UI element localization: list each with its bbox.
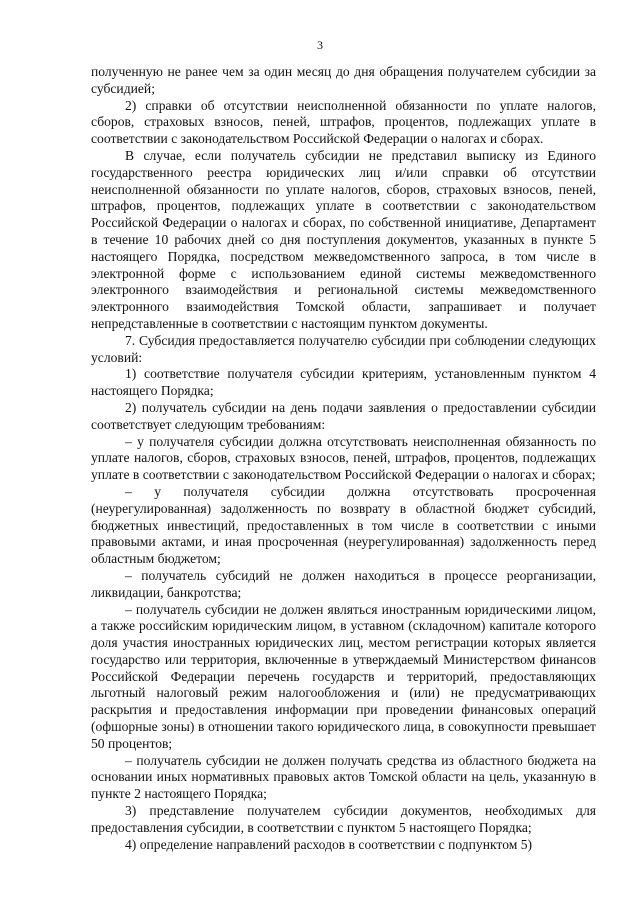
document-body (91, 64, 596, 853)
paragraph-requirement-tax: – у получателя субсидии должна отсутствовать неисполненная обязанность по уплате налогов, сборов, страховых взносов, пеней, штрафов, процентов, подлежащих уплате в соответствии с законодательством Российской Федерации о налогах и сборах; (91, 433, 596, 483)
paragraph-clause-7: 7. Субсидия предоставляется получателю субсидии при соблюдении следующих условий: (91, 332, 596, 365)
page-number: 3 (317, 38, 323, 52)
paragraph-requirement-debt: – у получателя субсидии должна отсутствовать просроченная (неурегулированная) задолженность по возврату в областной бюджет субсидий, бюджетных инвестиций, предоставленных в том числе в соответствии с иными правовыми актами, и иная просроченная (неурегулированная) задолженность перед областным бюджетом; (91, 483, 596, 567)
paragraph-requirement-reorganization: – получатель субсидий не должен находиться в процессе реорганизации, ликвидации, банкротства; (91, 567, 596, 600)
paragraph-condition-2: 2) получатель субсидии на день подачи заявления о предоставлении субсидии соответствует следующим требованиям: (91, 399, 596, 432)
paragraph-requirement-other-funds: – получатель субсидии не должен получать средства из областного бюджета на основании иных нормативных правовых актов Томской области на цель, указанную в пункте 2 настоящего Порядка; (91, 752, 596, 802)
paragraph-interagency-request: В случае, если получатель субсидии не представил выписку из Единого государственного реестра юридических лиц и/или справки об отсутствии неисполненной обязанности по уплате налогов, сборов, страховых взносов, пеней, штрафов, процентов, подлежащих уплате в соответствии с законодательством Российской Федерации о налогах и сборах, по собственной инициативе, Департамент в течение 10 рабочих дней со дня поступления документов, указанных в пункте 5 настоящего Порядка, посредством межведомственного запроса, в том числе в электронной форме с использованием единой системы межведомственного электронного взаимодействия и региональной системы межведомственного электронного взаимодействия Томской области, запрашивает и получает непредставленные в соответствии с настоящим пунктом документы. (91, 147, 596, 331)
paragraph-item-2-tax-certificate: 2) справки об отсутствии неисполненной обязанности по уплате налогов, сборов, страховых взносов, пеней, штрафов, процентов, подлежащих уплате в соответствии с законодательством Российской Федерации о налогах и сборах. (91, 97, 596, 147)
paragraph-requirement-foreign: – получатель субсидии не должен являться иностранным юридическими лицом, а также российским юридическим лицом, в уставном (складочном) капитале которого доля участия иностранных юридических лиц, местом регистрации которых является государство или территория, включенные в утверждаемый Министерством финансов Российской Федерации перечень государств и территорий, предоставляющих льготный налоговый режим налогообложения и (или) не предусматривающих раскрытия и предоставления информации при проведении финансовых операций (офшорные зоны) в отношении такого юридического лица, в совокупности превышает 50 процентов; (91, 601, 596, 751)
paragraph-condition-4: 4) определение направлений расходов в соответствии с подпунктом 5) (125, 836, 533, 852)
paragraph-continuation: полученную не ранее чем за один месяц до дня обращения получателем субсидии за субсидией; (91, 64, 596, 96)
paragraph-condition-1: 1) соответствие получателя субсидии критериям, установленным пунктом 4 настоящего Порядка; (91, 366, 596, 399)
paragraph-condition-3: 3) представление получателем субсидии документов, необходимых для предоставления субсидии, в соответствии с пунктом 5 настоящего Порядка; (91, 803, 596, 835)
